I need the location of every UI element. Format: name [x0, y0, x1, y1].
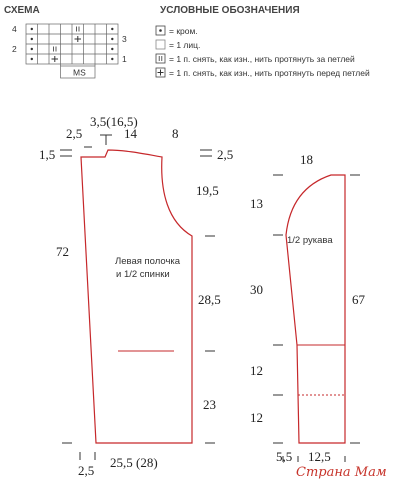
legend-item-slip-front: = 1 п. снять, как изн., нить протянуть перед петлей: [169, 68, 370, 78]
dim-sleeve-total: 67: [352, 292, 365, 307]
legend-symbol-bars: [156, 54, 165, 63]
dim-left-top: 1,5: [39, 147, 56, 162]
legend-item-edge: = кром.: [169, 26, 198, 36]
watermark: Страна Мам: [296, 465, 387, 480]
dim-top-mid: 14: [124, 126, 137, 141]
dim-bottom-left: 2,5: [78, 463, 95, 478]
dim-left-total: 72: [56, 244, 69, 259]
legend-symbol-dot: [156, 26, 165, 35]
dim-right-mid: 28,5: [198, 292, 221, 307]
dim-top-left: 2,5: [66, 126, 83, 141]
legend-item-knit: = 1 лиц.: [169, 40, 201, 50]
sleeve-outline: [286, 175, 345, 443]
dim-sleeve-cap: 13: [250, 196, 263, 211]
dim-sleeve-length: 30: [250, 282, 263, 297]
dim-top-right: 8: [172, 126, 179, 141]
legend-symbol-plus: [156, 68, 165, 77]
legend-item-slip-behind: = 1 п. снять, как изн., нить протянуть за петлей: [169, 54, 355, 64]
dim-cuff-upper: 12: [250, 363, 263, 378]
dim-armhole: 19,5: [196, 183, 219, 198]
scheme-title: СХЕМА: [4, 5, 40, 16]
dim-sleeve-top: 18: [300, 152, 313, 167]
row-number-3: 3: [122, 34, 127, 44]
dim-neck: 3,5(16,5): [90, 114, 138, 129]
row-number-4: 4: [12, 24, 17, 34]
dim-right-bottom: 23: [203, 397, 216, 412]
dim-sleeve-bottom-right: 12,5: [308, 449, 331, 464]
sleeve-dimension-ticks: [273, 175, 360, 462]
row-number-1: 1: [122, 54, 127, 64]
row-number-2: 2: [12, 44, 17, 54]
front-back-label-2: и 1/2 спинки: [116, 269, 170, 280]
stitch-grid: [26, 24, 118, 78]
ms-label: MS: [73, 67, 86, 78]
front-back-outline: [81, 150, 192, 443]
dim-sleeve-bottom-left: 5,5: [276, 449, 293, 464]
front-back-label-1: Левая полочка: [115, 256, 181, 267]
dim-cuff-lower: 12: [250, 410, 263, 425]
dim-right-top: 2,5: [217, 147, 234, 162]
legend-symbol-empty: [156, 40, 165, 49]
legend-title: УСЛОВНЫЕ ОБОЗНАЧЕНИЯ: [160, 5, 300, 16]
dim-bottom-width: 25,5 (28): [110, 455, 158, 470]
sleeve-label: 1/2 рукава: [287, 235, 333, 246]
